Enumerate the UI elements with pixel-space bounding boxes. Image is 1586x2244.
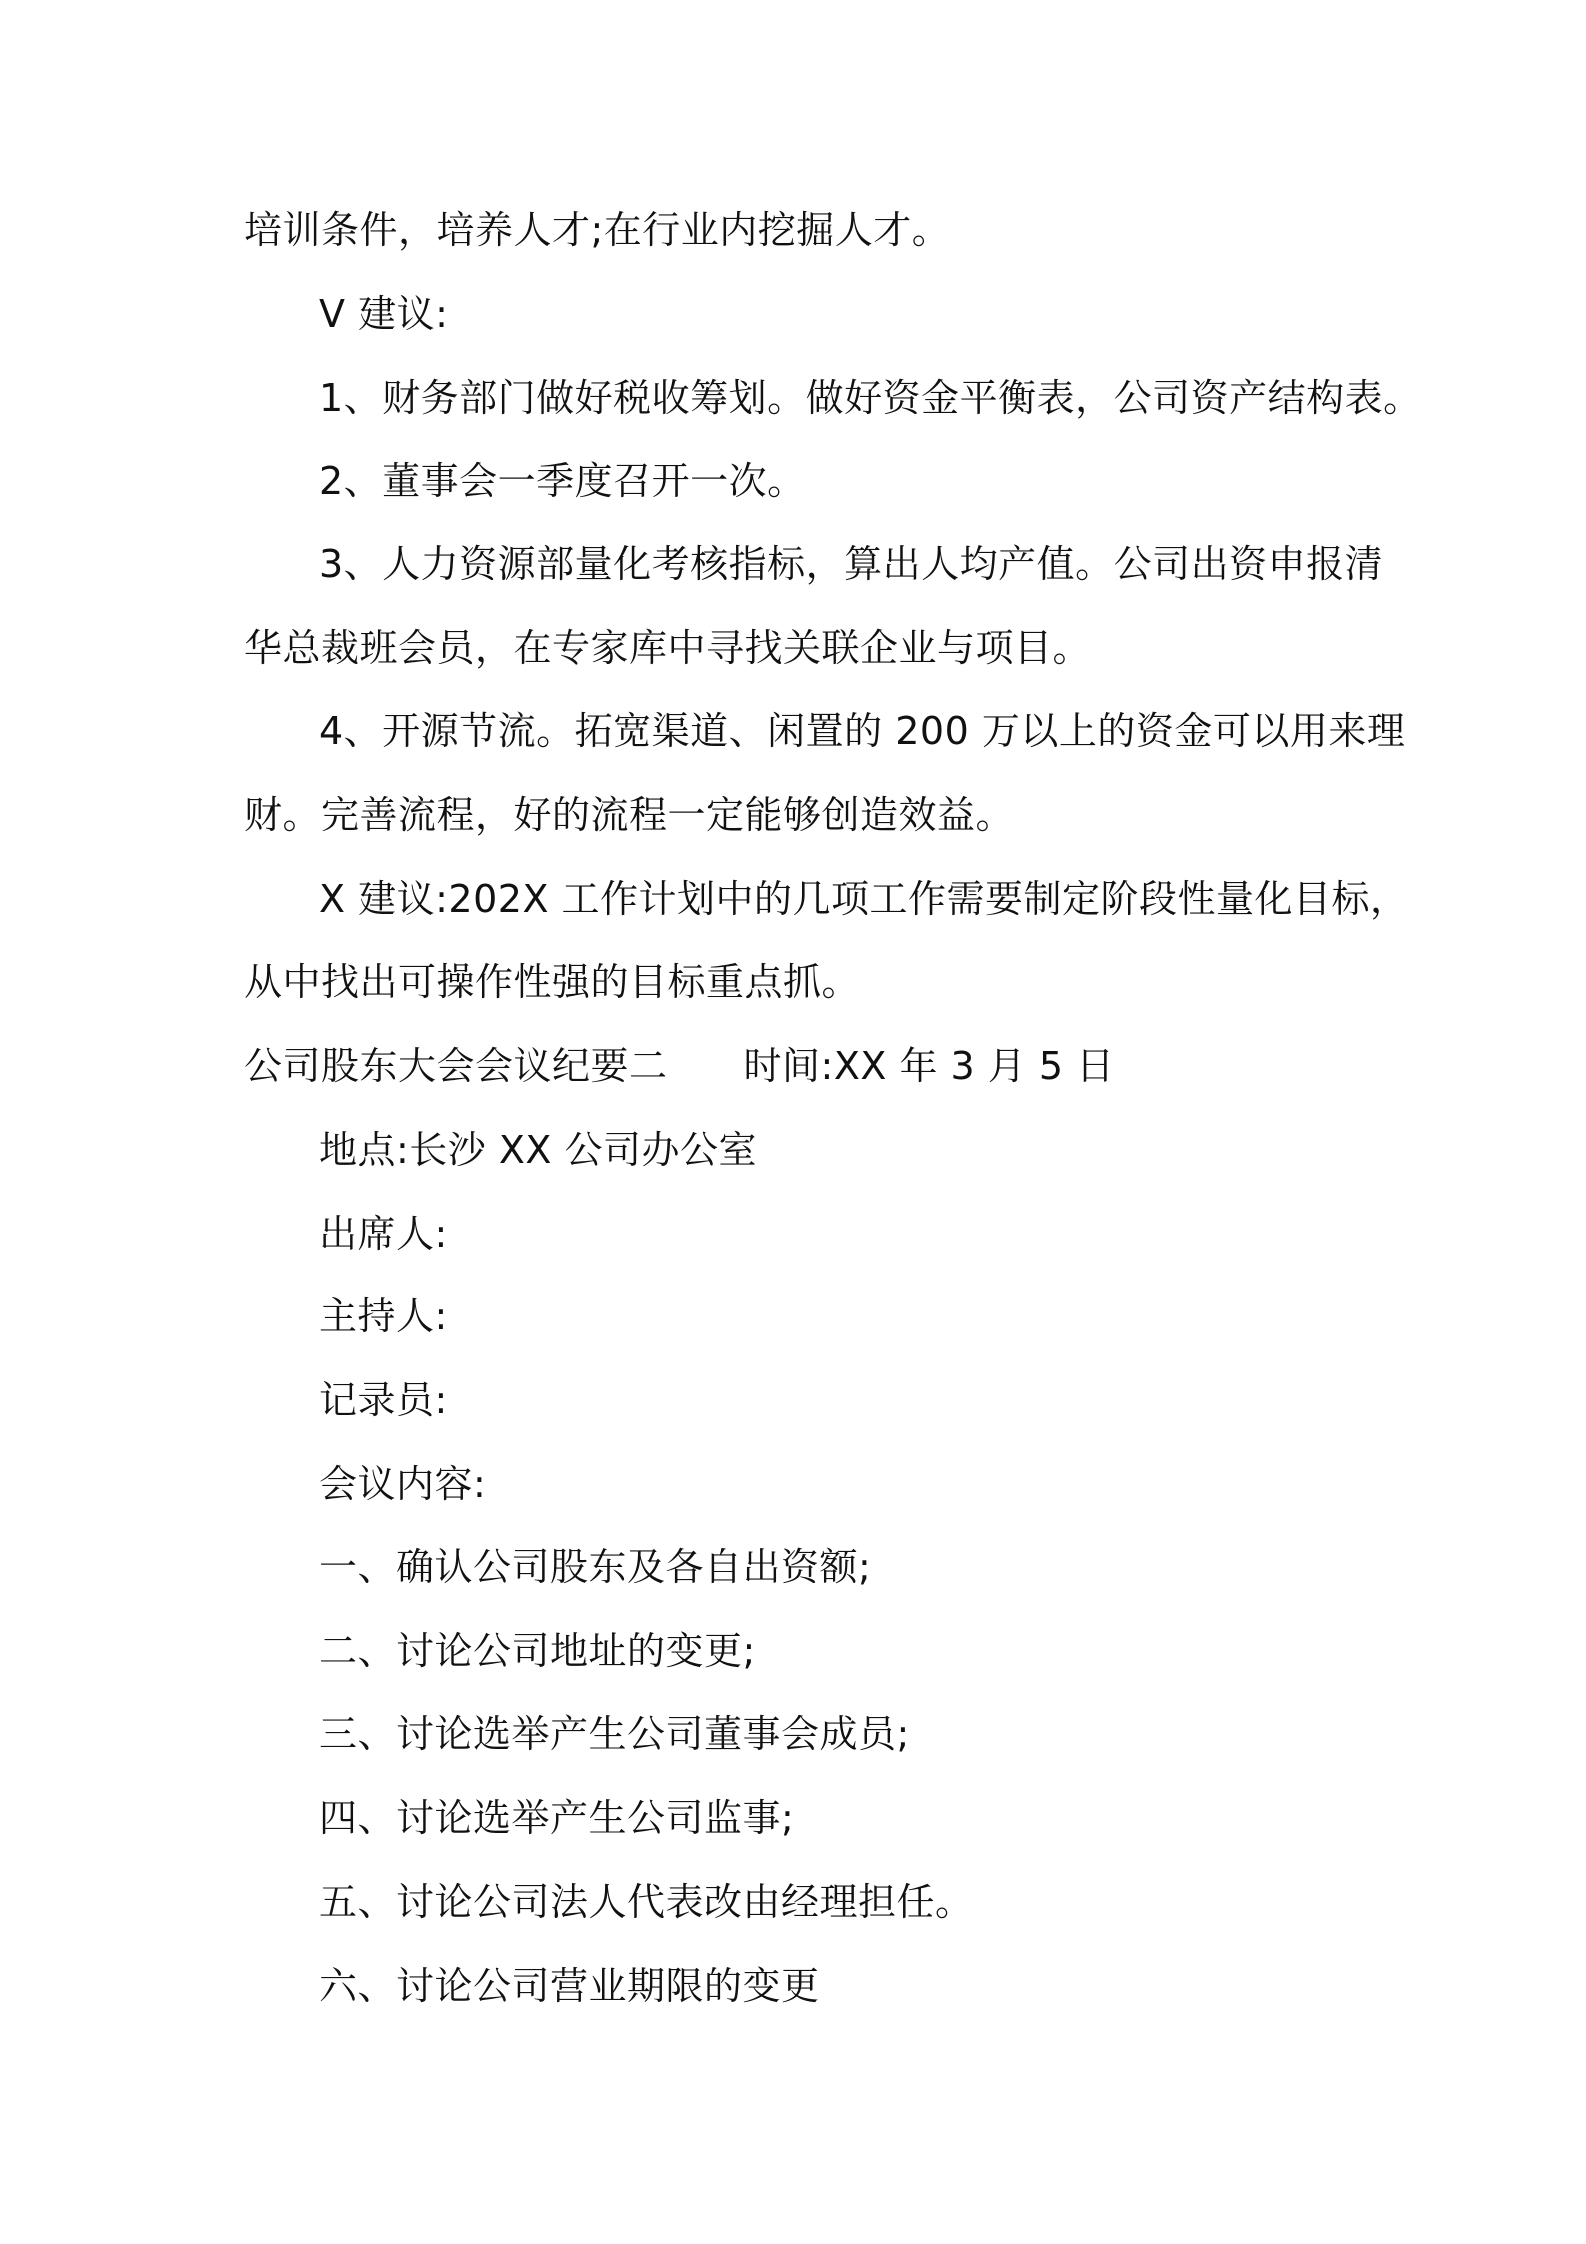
minutes-heading-row [244,1042,1115,1090]
suggestion-item-3-cont: 华总裁班会员，在专家库中寻找关联企业与项目。 [244,626,1092,670]
suggestion-item-4-cont: 财。完善流程，好的流程一定能够创造效益。 [244,793,1015,837]
agenda-item: 二、讨论公司地址的变更; [319,1629,756,1673]
suggestion-item-3: 3、人力资源部量化考核指标，算出人均产值。公司出资申报清 [319,542,1384,586]
meeting-recorder: 记录员: [319,1378,448,1422]
meeting-attendees: 出席人: [319,1212,448,1256]
suggestion-heading-v: V 建议: [319,292,449,336]
agenda-item: 四、讨论选举产生公司监事; [319,1796,795,1840]
agenda-item: 六、讨论公司营业期限的变更 [319,1964,820,2008]
meeting-location: 地点:长沙 XX 公司办公室 [319,1128,758,1172]
section-title: 公司股东大会会议纪要二 [244,1044,668,1088]
agenda-item: 三、讨论选举产生公司董事会成员; [319,1712,910,1756]
meeting-host: 主持人: [319,1294,448,1338]
meeting-time: 时间:XX 年 3 月 5 日 [743,1044,1115,1088]
suggestion-item-1: 1、财务部门做好税收筹划。做好资金平衡表，公司资产结构表。 [319,376,1422,420]
suggestion-item-4: 4、开源节流。拓宽渠道、闲置的 200 万以上的资金可以用来理 [319,709,1406,753]
suggestion-heading-x-cont: 从中找出可操作性强的目标重点抓。 [244,960,861,1004]
paragraph-line: 培训条件，培养人才;在行业内挖掘人才。 [244,208,951,252]
suggestion-item-2: 2、董事会一季度召开一次。 [319,459,806,503]
agenda-item: 一、确认公司股东及各自出资额; [319,1545,872,1589]
suggestion-heading-x: X 建议:202X 工作计划中的几项工作需要制定阶段性量化目标， [319,877,1409,921]
meeting-content-label: 会议内容: [319,1462,487,1506]
agenda-item: 五、讨论公司法人代表改由经理担任。 [319,1880,974,1924]
